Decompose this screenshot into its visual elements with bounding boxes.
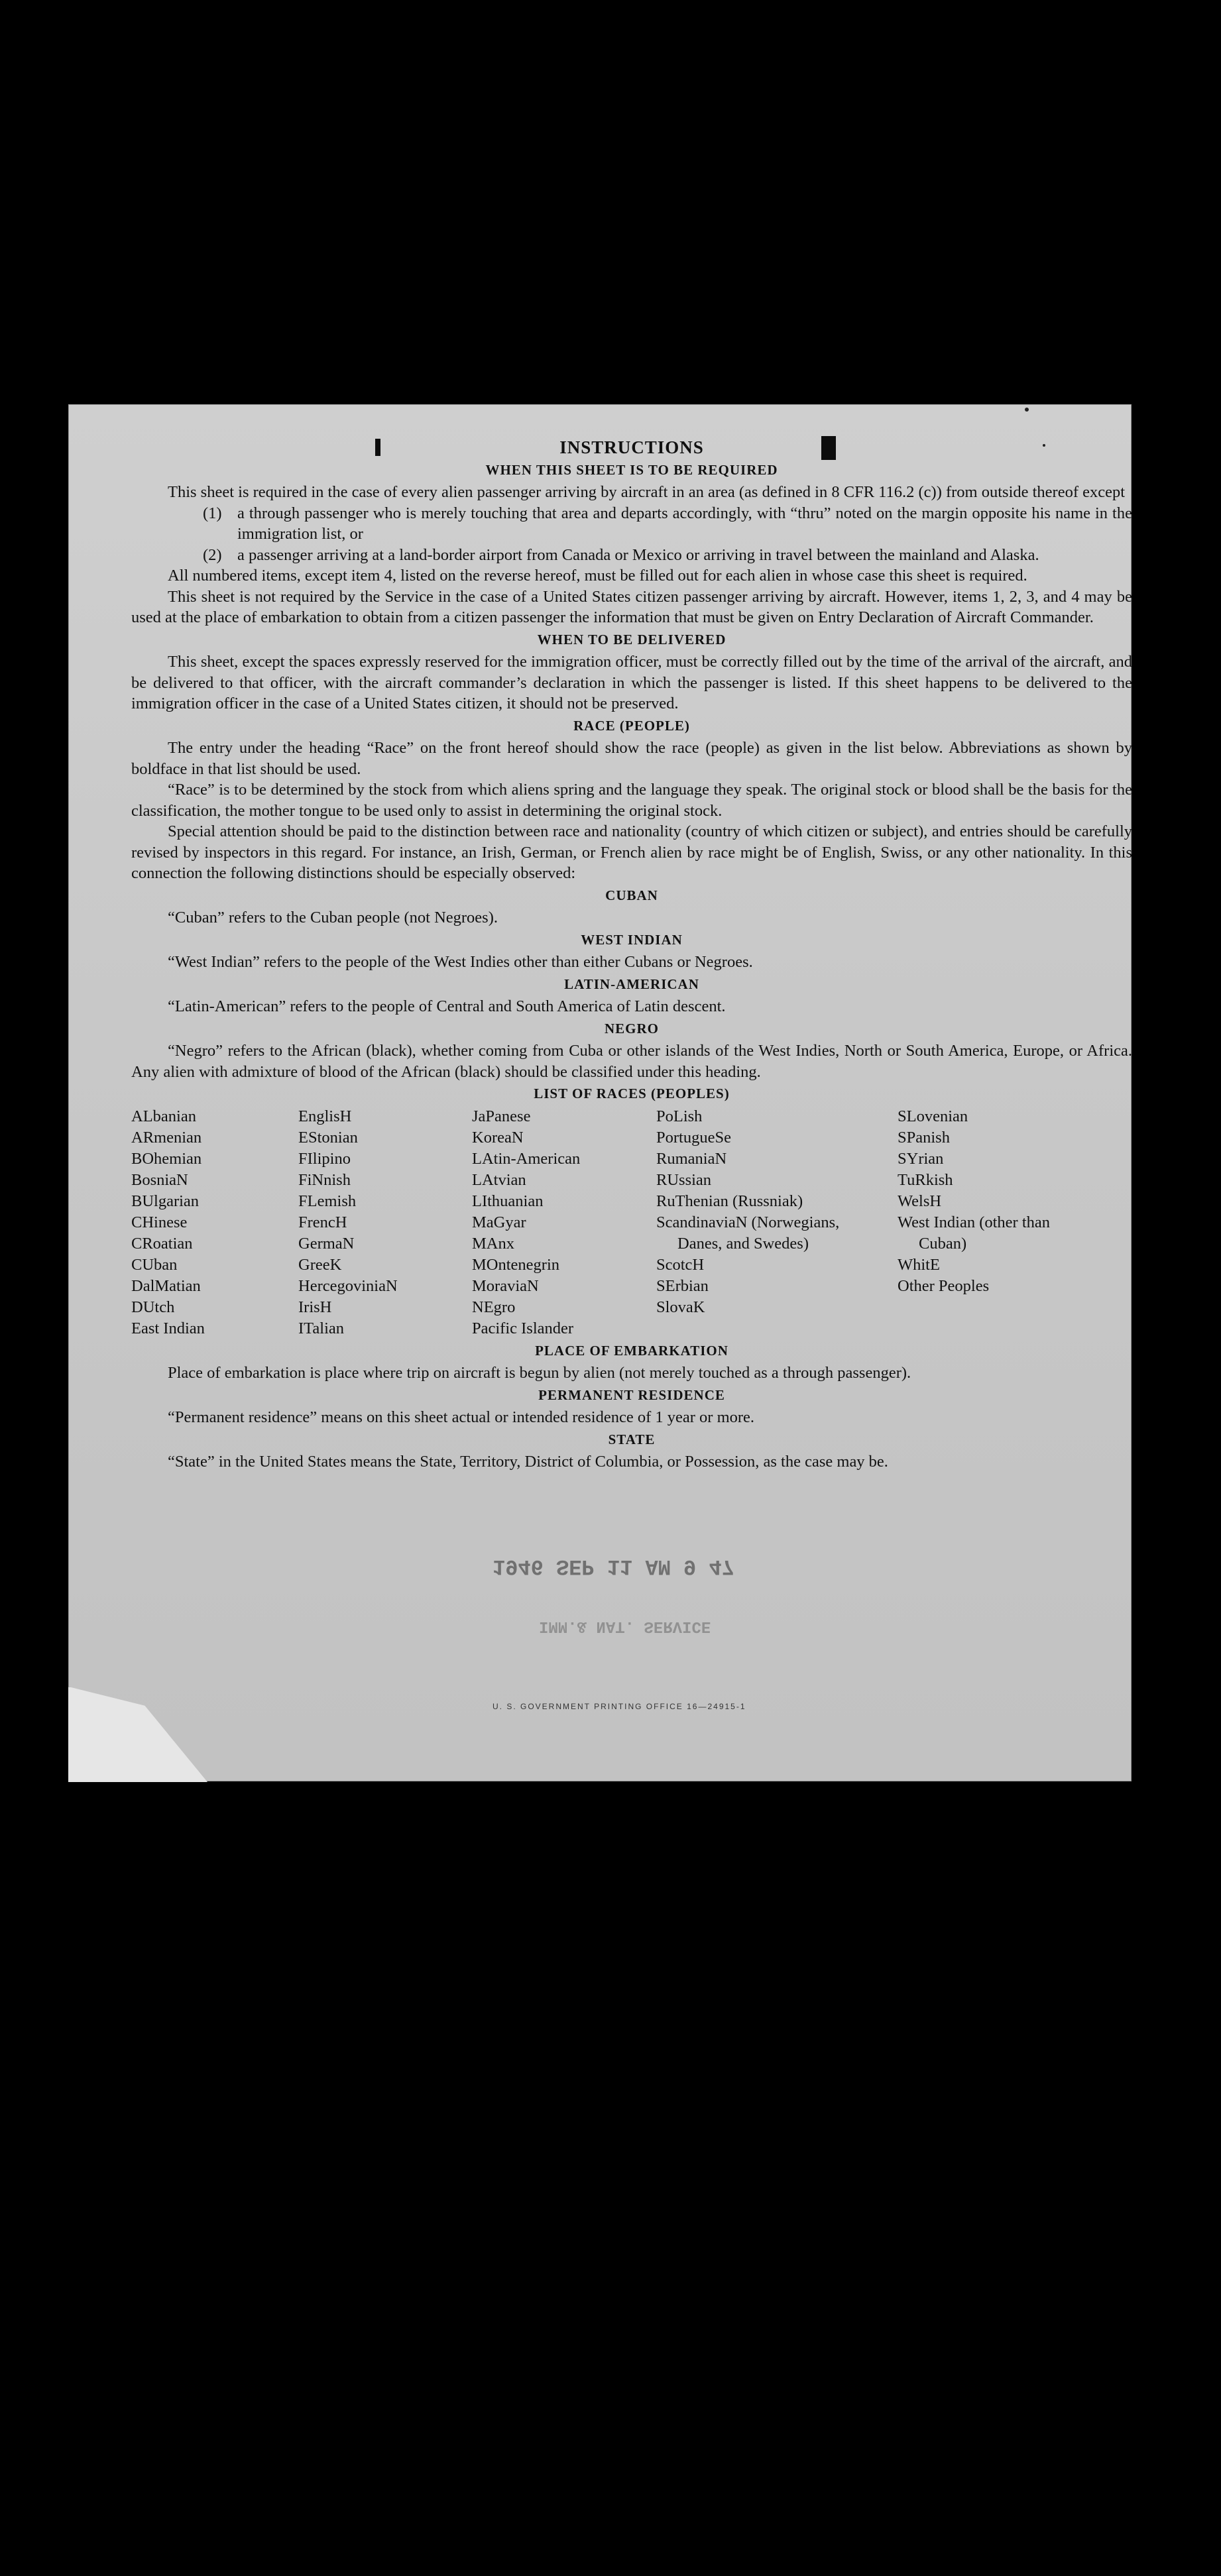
date-stamp-bleedthrough: 1946 SEP 11 AM 9 47 [493, 1554, 734, 1579]
paragraph-state: “State” in the United States means the State, Territory, District of Columbia, or Possession, as the case may be. [168, 1453, 888, 1471]
section-heading-state: STATE [608, 1431, 656, 1447]
race-item: NEgro [472, 1298, 516, 1316]
race-item: FiNnish [298, 1170, 351, 1189]
section-heading-west-indian: WEST INDIAN [581, 931, 683, 948]
race-item: MoraviaN [472, 1276, 539, 1295]
race-item: CHinese [131, 1213, 188, 1231]
race-item: MAnx [472, 1234, 514, 1253]
race-item: JaPanese [472, 1107, 531, 1125]
race-item: IrisH [298, 1298, 332, 1316]
paragraph-numbered-items: All numbered items, except item 4, listed on the reverse hereof, must be filled out for each alien in whose case this sheet is required. [168, 567, 1027, 585]
paper-speck [1025, 408, 1029, 412]
paragraph-requirement: This sheet is required in the case of every alien passenger arriving by aircraft in an area (as defined in 8 CFR 116.2 (c)) from outside thereof except [168, 483, 1126, 501]
paragraph-citizen: This sheet is not required by the Service in the case of a United States citizen passenger arriving by aircraft. However, items 1, 2, 3, and 4 may be used at the place of embarkation to obtain from a citizen passenger the information that must be given on Entry Declaration of Aircraft Commander. [131, 587, 1132, 626]
race-item: DalMatian [131, 1276, 201, 1295]
race-item: RumaniaN [656, 1149, 727, 1168]
office-stamp-bleedthrough: IMM.& NAT. SERVICE [539, 1617, 711, 1635]
instructions-text [131, 437, 1132, 1473]
race-item: WhitE [898, 1255, 940, 1274]
race-item: LAtvian [472, 1170, 526, 1189]
races-column-1 [131, 1106, 298, 1339]
section-heading-embarkation: PLACE OF EMBARKATION [535, 1342, 728, 1359]
paragraph-latin-american: “Latin-American” refers to the people of Central and South America of Latin descent. [168, 997, 726, 1015]
race-item: EnglisH [298, 1107, 352, 1125]
race-item: FLemish [298, 1192, 357, 1210]
paragraph-delivery: This sheet, except the spaces expressly reserved for the immigration officer, must be correctly filled out by the time of the arrival of the aircraft, and be delivered to that officer, with the aircraft commander’s declaration in which the passenger is listed. If this sheet happens to be delivered to the immigration officer in the case of a United States citizen, it should not be preserved. [131, 653, 1132, 712]
race-item: BOhemian [131, 1149, 202, 1168]
exception-item-2 [203, 545, 1132, 566]
race-item: ITalian [298, 1319, 345, 1337]
printer-imprint: U. S. GOVERNMENT PRINTING OFFICE 16—24915-1 [493, 1702, 746, 1711]
section-heading-latin-american: LATIN-AMERICAN [564, 976, 699, 992]
race-item: SYrian [898, 1149, 944, 1168]
races-column-3 [472, 1106, 656, 1339]
race-item: Pacific Islander [472, 1319, 574, 1337]
section-heading-race: RACE (PEOPLE) [573, 717, 690, 734]
race-item: West Indian (other than Cuban) [898, 1213, 1051, 1253]
paragraph-negro: “Negro” refers to the African (black), whether coming from Cuba or other islands of the West Indies, North or South America, Europe, or Africa. Any alien with admixture of blood of the African (black) should be classified under this heading. [131, 1042, 1132, 1081]
item-text: a passenger arriving at a land-border airport from Canada or Mexico or arriving in travel between the mainland and Alaska. [237, 545, 1039, 564]
race-item: Other Peoples [898, 1276, 990, 1295]
section-heading-when-required: WHEN THIS SHEET IS TO BE REQUIRED [485, 461, 778, 478]
race-item: FIlipino [298, 1149, 351, 1168]
race-item: MOntenegrin [472, 1255, 559, 1274]
races-column-2 [298, 1106, 472, 1339]
race-item: MaGyar [472, 1213, 526, 1231]
race-item: WelsH [898, 1192, 942, 1210]
item-number: (1) [203, 504, 222, 522]
race-item: GermaN [298, 1234, 355, 1253]
instructions-title: INSTRUCTIONS [559, 437, 704, 457]
race-item: ALbanian [131, 1107, 196, 1125]
race-item: HercegoviniaN [298, 1276, 398, 1295]
paragraph-cuban: “Cuban” refers to the Cuban people (not Negroes). [168, 909, 498, 926]
race-item: RuThenian (Russniak) [656, 1192, 803, 1210]
exception-item-1 [203, 503, 1132, 545]
race-item: CRoatian [131, 1234, 193, 1253]
race-item: PoLish [656, 1107, 703, 1125]
race-item: PortugueSe [656, 1128, 731, 1147]
race-item: LIthuanian [472, 1192, 544, 1210]
race-item: LAtin-American [472, 1149, 581, 1168]
paragraph-race-stock: “Race” is to be determined by the stock from which aliens spring and the language they speak. The original stock or blood shall be the basis for the classification, the mother tongue to be used only to assist in determining the original stock. [131, 781, 1132, 820]
section-heading-list-of-races: LIST OF RACES (PEOPLES) [534, 1086, 730, 1101]
race-item: ScotcH [656, 1255, 705, 1274]
race-item: East Indian [131, 1319, 205, 1337]
item-text: a through passenger who is merely touching that area and departs accordingly, with “thru” noted on the margin opposite his name in the immigration list, or [237, 504, 1132, 543]
race-item: BosniaN [131, 1170, 188, 1189]
races-column-4 [656, 1106, 898, 1339]
race-item: BUlgarian [131, 1192, 200, 1210]
race-item: FrencH [298, 1213, 347, 1231]
race-item: ScandinaviaN (Norwegians, Danes, and Swedes) [656, 1213, 840, 1253]
race-item: SErbian [656, 1276, 709, 1295]
section-heading-negro: NEGRO [604, 1020, 659, 1036]
race-item: RUssian [656, 1170, 712, 1189]
race-item: GreeK [298, 1255, 342, 1274]
races-column-5 [898, 1106, 1096, 1339]
paragraph-embarkation: Place of embarkation is place where trip on aircraft is begun by alien (not merely touched as a through passenger). [168, 1364, 911, 1382]
document-sheet [68, 404, 1132, 1781]
folded-corner [68, 1687, 207, 1782]
section-heading-permanent-residence: PERMANENT RESIDENCE [538, 1386, 725, 1403]
race-item: DUtch [131, 1298, 175, 1316]
race-item: CUban [131, 1255, 178, 1274]
race-item: SlovaK [656, 1298, 705, 1316]
race-item: TuRkish [898, 1170, 953, 1189]
races-list [131, 1106, 1132, 1339]
race-item: EStonian [298, 1128, 358, 1147]
paragraph-race-entry: The entry under the heading “Race” on the front hereof should show the race (people) as given in the list below. Abbreviations as shown by boldface in that list should be used. [131, 739, 1132, 778]
paragraph-permanent-residence: “Permanent residence” means on this sheet actual or intended residence of 1 year or more. [168, 1408, 755, 1426]
item-number: (2) [203, 545, 222, 564]
race-item: ARmenian [131, 1128, 202, 1147]
race-item: KoreaN [472, 1128, 524, 1147]
paragraph-west-indian: “West Indian” refers to the people of the West Indies other than either Cubans or Negroes. [168, 953, 753, 971]
race-item: SLovenian [898, 1107, 968, 1125]
paragraph-race-nationality: Special attention should be paid to the distinction between race and nationality (country of which citizen or subject), and entries should be carefully revised by inspectors in this regard. For instance, an Irish, German, or French alien by race might be of English, Swiss, or any other nationality. In this connection the following distinctions should be especially observed: [131, 822, 1132, 882]
section-heading-cuban: CUBAN [605, 887, 658, 903]
section-heading-when-delivered: WHEN TO BE DELIVERED [537, 631, 727, 647]
race-item: SPanish [898, 1128, 950, 1147]
